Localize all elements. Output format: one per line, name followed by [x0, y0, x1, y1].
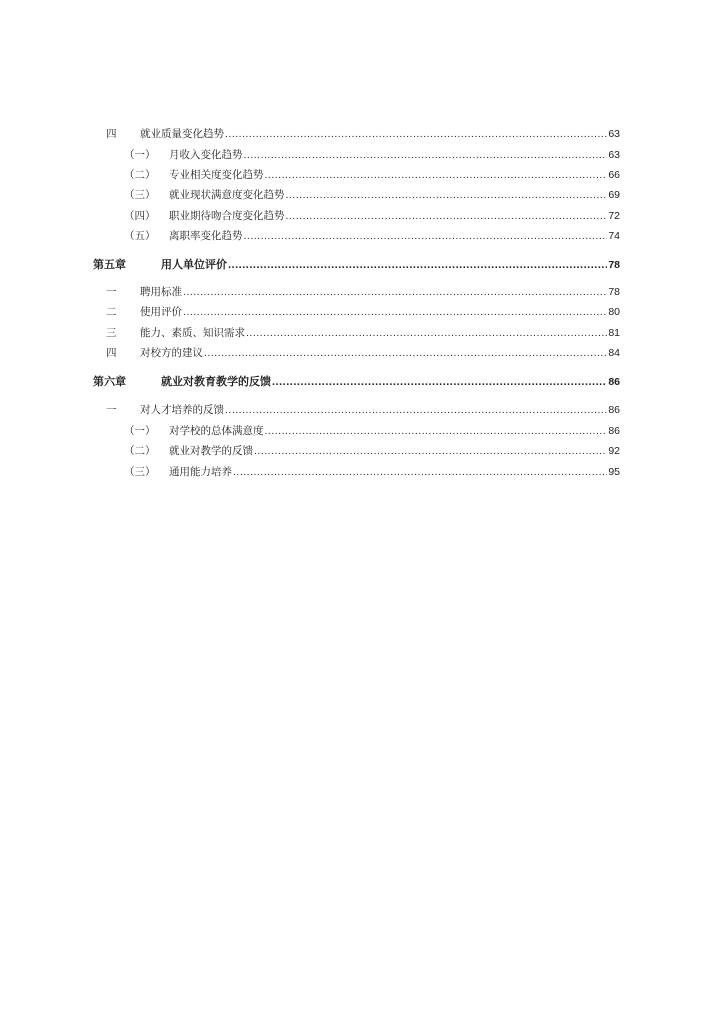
toc-entry[interactable] [124, 187, 620, 203]
dot-leader [225, 126, 607, 142]
toc-chapter-page: 86 [608, 376, 620, 388]
toc-entry[interactable] [124, 443, 620, 459]
toc-entry-number: （三） [124, 189, 156, 201]
dot-leader [244, 147, 608, 163]
toc-entry-page: 95 [608, 466, 620, 478]
toc-entry[interactable] [106, 304, 620, 320]
toc-entry-title: 职业期待吻合度变化趋势 [169, 210, 285, 222]
toc-entry-title: 使用评价 [140, 306, 182, 318]
toc-chapter-number: 第六章 [93, 375, 126, 388]
dot-leader [183, 304, 607, 320]
toc-entry-title: 能力、素质、知识需求 [140, 327, 245, 339]
toc-chapter-title: 用人单位评价 [161, 258, 227, 271]
toc-entry-title: 对校方的建议 [140, 347, 203, 359]
dot-leader [225, 402, 607, 418]
toc-entry-number: 一 [106, 286, 117, 298]
toc-chapter-page: 78 [608, 259, 620, 271]
toc-entry[interactable] [124, 423, 620, 439]
toc-entry-page: 86 [608, 404, 620, 416]
toc-entry-number: 三 [106, 327, 117, 339]
toc-entry-page: 63 [608, 149, 620, 161]
dot-leader [265, 423, 608, 439]
toc-entry-page: 80 [608, 306, 620, 318]
toc-entry[interactable] [106, 325, 620, 341]
toc-entry-title: 就业质量变化趋势 [140, 128, 224, 140]
toc-entry-page: 84 [608, 347, 620, 359]
toc-entry-page: 81 [608, 327, 620, 339]
toc-entry-number: 四 [106, 347, 117, 359]
toc-entry[interactable] [106, 126, 620, 142]
toc-entry-page: 63 [608, 128, 620, 140]
toc-entry-number: 二 [106, 306, 117, 318]
toc-chapter-entry[interactable] [93, 374, 620, 390]
toc-entry[interactable] [124, 208, 620, 224]
dot-leader [233, 464, 607, 480]
dot-leader [272, 374, 607, 390]
toc-entry-number: （一） [124, 149, 156, 161]
dot-leader [265, 167, 608, 183]
toc-entry-number: （一） [124, 425, 156, 437]
toc-entry-title: 对人才培养的反馈 [140, 404, 224, 416]
dot-leader [204, 345, 607, 361]
dot-leader [228, 257, 607, 273]
toc-entry[interactable] [124, 167, 620, 183]
toc-entry-title: 专业相关度变化趋势 [169, 169, 264, 181]
toc-entry-title: 就业现状满意度变化趋势 [169, 189, 285, 201]
toc-chapter-title: 就业对教育教学的反馈 [161, 375, 271, 388]
toc-entry-page: 86 [608, 425, 620, 437]
toc-chapter-number: 第五章 [93, 258, 126, 271]
dot-leader [286, 208, 608, 224]
toc-entry-title: 对学校的总体满意度 [169, 425, 264, 437]
toc-entry-page: 92 [608, 445, 620, 457]
toc-entry-number: （四） [124, 210, 156, 222]
toc-entry-number: 一 [106, 404, 117, 416]
toc-entry-number: （五） [124, 230, 156, 242]
toc-entry-page: 78 [608, 286, 620, 298]
toc-entry-title: 通用能力培养 [169, 466, 232, 478]
dot-leader [183, 284, 607, 300]
toc-entry-page: 69 [608, 189, 620, 201]
toc-entry-title: 聘用标准 [140, 286, 182, 298]
toc-entry-title: 月收入变化趋势 [169, 149, 243, 161]
toc-entry-page: 72 [608, 210, 620, 222]
toc-entry-number: 四 [106, 128, 117, 140]
dot-leader [254, 443, 607, 459]
toc-entry[interactable] [106, 345, 620, 361]
toc-entry-title: 就业对教学的反馈 [169, 445, 253, 457]
toc-entry-page: 66 [608, 169, 620, 181]
toc-entry-number: （二） [124, 169, 156, 181]
toc-entry[interactable] [106, 284, 620, 300]
toc-entry-number: （二） [124, 445, 156, 457]
dot-leader [246, 325, 607, 341]
toc-entry[interactable] [124, 228, 620, 244]
dot-leader [286, 187, 608, 203]
toc-entry-title: 离职率变化趋势 [169, 230, 243, 242]
toc-entry[interactable] [124, 147, 620, 163]
toc-entry-number: （三） [124, 466, 156, 478]
toc-entry-page: 74 [608, 230, 620, 242]
toc-entry[interactable] [124, 464, 620, 480]
toc-entry[interactable] [106, 402, 620, 418]
dot-leader [244, 228, 608, 244]
toc-chapter-entry[interactable] [93, 257, 620, 273]
